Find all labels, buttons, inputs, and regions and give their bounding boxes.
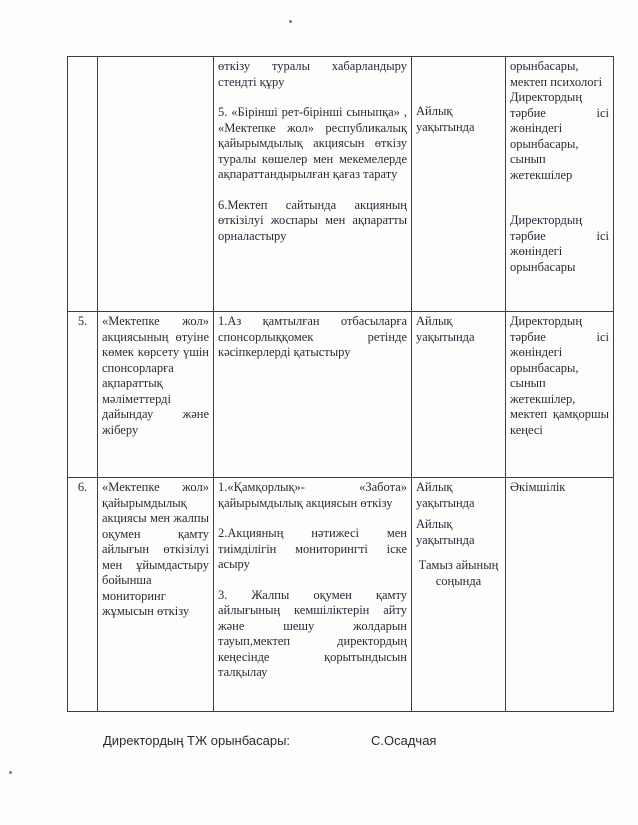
deadline-text: Тамыз айының соңында	[418, 558, 499, 588]
responsible-cell	[506, 57, 614, 312]
row-number-cell	[68, 57, 98, 312]
deadline-text: Айлық уақытында	[416, 104, 475, 134]
row-number-cell: 6.	[68, 478, 98, 712]
row-number-cell: 5.	[68, 312, 98, 478]
deadline-text: Айлық уақытында	[416, 517, 475, 547]
activity-item: 2.Акцияның нәтижесі мен тиімділігін мониторингті іске асыру	[218, 526, 407, 571]
scan-speck	[9, 771, 12, 774]
activities-cell	[214, 57, 412, 312]
table-row	[68, 312, 614, 478]
action-plan-table	[67, 56, 614, 712]
deadline-cell: Айлық уақытында	[412, 312, 506, 478]
responsible-cell: Әкімшілік	[506, 478, 614, 712]
activity-item: 3. Жалпы оқумен қамту айлығының кемшіліктерін айту және шешу жолдарын тауып,мектеп директордың кеңесінде қорытындысын талқылау	[218, 587, 407, 679]
event-name-cell: «Мектепке жол» акциясының өтуіне көмек көрсету үшін спонсорларға ақпараттық мәліметтерді дайындау және жіберу	[98, 312, 214, 478]
table-row	[68, 57, 614, 312]
event-name-cell: «Мектепке жол» қайырымдылық акциясы мен жалпы оқумен қамту айлығын өткізілуі мен ұйымдастыру бойынша мониторинг жұмысын өткізу	[98, 478, 214, 712]
responsible-text: Директордың тәрбие ісі жөніндегі орынбасары	[510, 213, 609, 274]
activities-cell: 1.Аз қамтылған отбасыларға спонсорлыққомек ретінде кәсіпкерлерді қатыстыру	[214, 312, 412, 478]
deadline-text: Айлық уақытында	[416, 480, 475, 510]
event-name-cell	[98, 57, 214, 312]
responsible-cell: Директордың тәрбие ісі жөніндегі орынбасары, сынып жетекшілер, мектеп қамқоршы кеңесі	[506, 312, 614, 478]
signature-name: С.Осадчая	[371, 733, 437, 748]
deadline-cell	[412, 57, 506, 312]
signature-title: Директордың ТЖ орынбасары:	[103, 733, 291, 748]
activity-item: өткізу туралы хабарландыру стендті құру	[218, 59, 407, 89]
scan-speck	[289, 20, 292, 23]
activity-item: 6.Мектеп сайтында акцияның өткізілуі жоспары мен ақпаратты орналастыру	[218, 197, 407, 243]
responsible-text: орынбасары, мектеп психологі	[510, 59, 603, 89]
responsible-text: Директордың тәрбие ісі жөніндегі орынбасары, сынып жетекшілер	[510, 90, 609, 182]
activity-item: 5. «Бірінші рет-бірінші сыныпқа» , «Мектепке жол» республикалық қайырымдылық акциясын өткізу туралы көшелер мен мекемелерде ақпараттандырылған қағаз тарату	[218, 105, 407, 181]
deadline-cell	[412, 478, 506, 712]
activity-item: 1.«Қамқорлық»- «Забота» қайырымдылық акциясын өткізу	[218, 480, 407, 510]
activities-cell	[214, 478, 412, 712]
table-row	[68, 478, 614, 712]
